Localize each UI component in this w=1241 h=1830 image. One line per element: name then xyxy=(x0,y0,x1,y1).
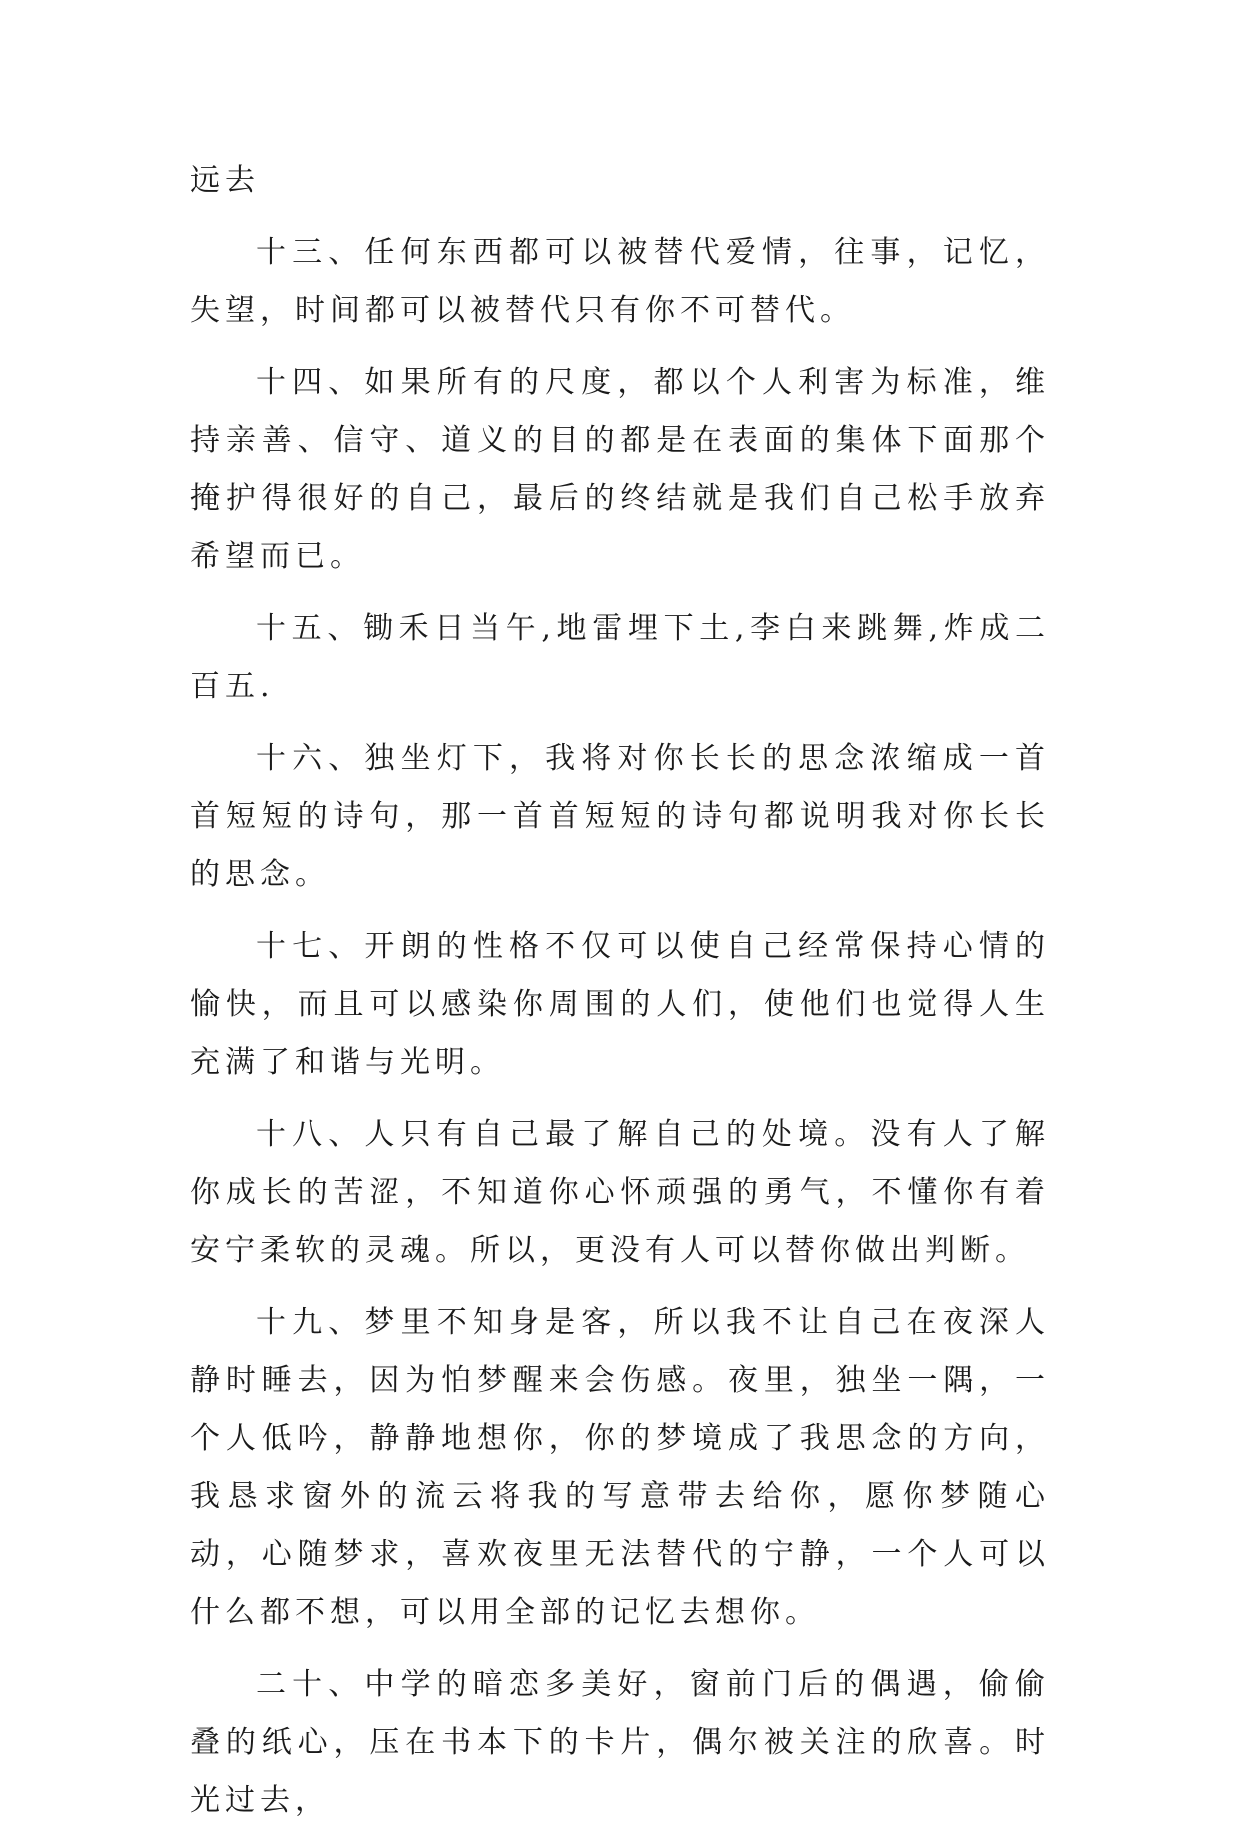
paragraph-19: 十九、梦里不知身是客，所以我不让自己在夜深人静时睡去，因为怕梦醒来会伤感。夜里，独坐一隅，一个人低吟，静静地想你，你的梦境成了我思念的方向，我恳求窗外的流云将我的写意带去给你，愿你梦随心动，心随梦求，喜欢夜里无法替代的宁静，一个人可以什么都不想，可以用全部的记忆去想你。 xyxy=(190,1305,1050,1630)
document-page xyxy=(190,152,1050,1830)
paragraph-15: 十五、锄禾日当午,地雷埋下土,李白来跳舞,炸成二百五. xyxy=(190,611,1050,704)
paragraph-13: 十三、任何东西都可以被替代爱情，往事，记忆，失望，时间都可以被替代只有你不可替代。 xyxy=(190,235,1050,328)
paragraph-16: 十六、独坐灯下，我将对你长长的思念浓缩成一首首短短的诗句，那一首首短短的诗句都说明我对你长长的思念。 xyxy=(190,741,1050,892)
paragraph-18: 十八、人只有自己最了解自己的处境。没有人了解你成长的苦涩，不知道你心怀顽强的勇气，不懂你有着安宁柔软的灵魂。所以，更没有人可以替你做出判断。 xyxy=(190,1117,1050,1268)
paragraph-17: 十七、开朗的性格不仅可以使自己经常保持心情的愉快，而且可以感染你周围的人们，使他们也觉得人生充满了和谐与光明。 xyxy=(190,929,1050,1080)
paragraph-14: 十四、如果所有的尺度，都以个人利害为标准，维持亲善、信守、道义的目的都是在表面的集体下面那个掩护得很好的自己，最后的终结就是我们自己松手放弃希望而已。 xyxy=(190,365,1050,574)
paragraph-20: 二十、中学的暗恋多美好，窗前门后的偶遇，偷偷叠的纸心，压在书本下的卡片，偶尔被关注的欣喜。时光过去， xyxy=(190,1667,1050,1818)
paragraph-continuation: 远去 xyxy=(190,163,260,198)
